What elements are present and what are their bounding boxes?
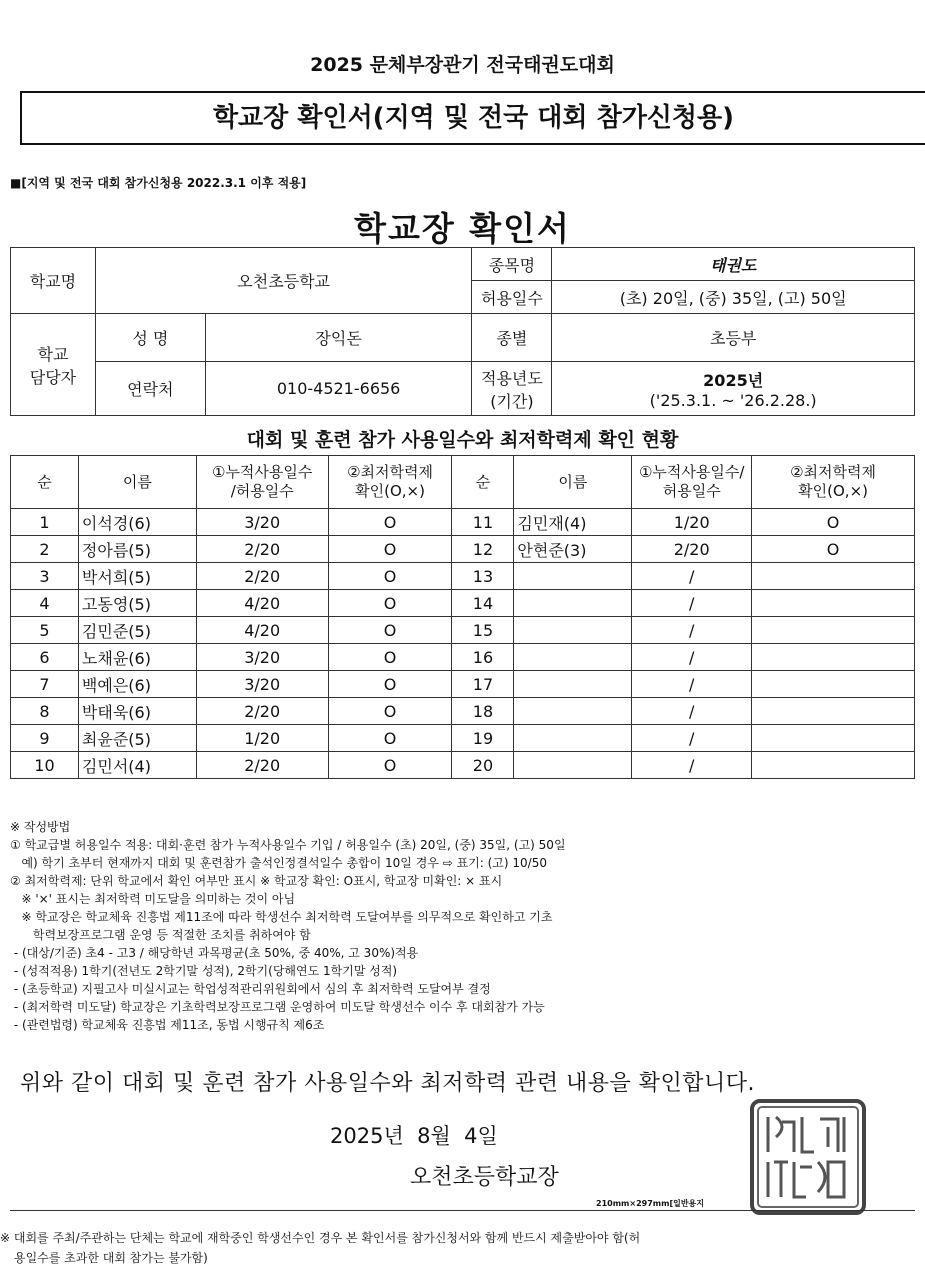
cell-name: [514, 563, 632, 590]
confirm-date: 2025년 8월 4일: [330, 1124, 498, 1148]
cell-days: 3/20: [196, 671, 328, 698]
guide-line: - (초등학교) 지필고사 미실시교는 학업성적관리위원회에서 심의 후 최저학력 도달여부 결정: [10, 982, 491, 996]
school-label: 학교명: [11, 248, 96, 314]
cell-days: 4/20: [196, 617, 328, 644]
event-title: 2025 문체부장관기 전국태권도대회: [310, 54, 615, 76]
guide-line: - (관련법령) 학교체육 진흥법 제11조, 동법 시행규칙 제6조: [10, 1018, 325, 1032]
roster-title: 대회 및 훈련 참가 사용일수와 최저학력제 확인 현황: [246, 429, 679, 451]
sport-value: 태권도: [552, 248, 915, 281]
manager-label-line1: 학교: [37, 344, 69, 364]
header-check-right-line2: 확인(O,×): [798, 482, 868, 500]
guide-line: ※ 학교장은 학교체육 진흥법 제11조에 따라 학생선수 최저학력 도달여부를 의무적으로 확인하고 기초: [10, 910, 553, 924]
cell-check: [752, 752, 915, 779]
table-row: [11, 671, 915, 698]
cell-check: O: [328, 509, 452, 536]
cell-check: [752, 725, 915, 752]
name-label: 성 명: [95, 314, 205, 362]
allow-value: (초) 20일, (중) 35일, (고) 50일: [552, 281, 915, 314]
cell-days: /: [632, 671, 752, 698]
cell-days: /: [632, 725, 752, 752]
guide-line: - (성적적용) 1학기(전년도 2학기말 성적), 2학기(당해연도 1학기말 성적): [10, 964, 398, 978]
cell-check: O: [328, 563, 452, 590]
cell-no: 17: [452, 671, 514, 698]
cell-name: 안현준(3): [514, 536, 632, 563]
header-check-line2: 확인(O,×): [355, 482, 425, 500]
cell-check: O: [328, 617, 452, 644]
cell-name: [514, 725, 632, 752]
cell-check: O: [328, 698, 452, 725]
cell-name: 고동영(5): [78, 590, 196, 617]
table-row: [11, 725, 915, 752]
cell-check: O: [328, 536, 452, 563]
guide-lines: [10, 836, 915, 1034]
year-label-line2: (기간): [490, 391, 534, 411]
cell-days: /: [632, 590, 752, 617]
cell-name: 정아름(5): [78, 536, 196, 563]
cell-no: 11: [452, 509, 514, 536]
cell-days: 4/20: [196, 590, 328, 617]
footer-line-2: 용일수를 초과한 대회 참가는 불가함): [14, 1251, 208, 1265]
name-value: 장익돈: [205, 314, 472, 362]
cell-check: O: [328, 590, 452, 617]
cell-check: O: [328, 644, 452, 671]
cell-name: [514, 590, 632, 617]
guide-line: - (최저학력 미도달) 학교장은 기초학력보장프로그램 운영하여 미도달 학생선수 이수 후 대회참가 가능: [10, 1000, 545, 1014]
table-row: [11, 617, 915, 644]
roster-table: [10, 455, 915, 779]
cell-no: 10: [11, 752, 79, 779]
cell-no: 4: [11, 590, 79, 617]
cell-no: 1: [11, 509, 79, 536]
cell-check: O: [752, 509, 915, 536]
paper-size-note: 210mm×297mm[일반용지: [596, 1199, 705, 1208]
year-label: [472, 362, 552, 416]
header-name: 이름: [78, 456, 196, 509]
cell-check: O: [328, 725, 452, 752]
guide-line: ② 최저학력제: 단위 학교에서 확인 여부만 표시 ※ 학교장 확인: O표시, 학교장 미확인: × 표시: [10, 874, 503, 888]
cell-name: [514, 671, 632, 698]
header-no-right: 순: [452, 456, 514, 509]
school-seal-stamp: [748, 1097, 868, 1217]
cell-days: 1/20: [196, 725, 328, 752]
cell-name: 이석경(6): [78, 509, 196, 536]
header-days: [196, 456, 328, 509]
sport-label: 종목명: [472, 248, 552, 281]
header-check-right: [752, 456, 915, 509]
guide-line: - (대상/기준) 초4 - 고3 / 해당학년 과목평균(초 50%, 중 40%, 고 30%)적용: [10, 946, 419, 960]
table-row: [11, 563, 915, 590]
confirm-statement: 위와 같이 대회 및 훈련 참가 사용일수와 최저학력 관련 내용을 확인합니다.: [20, 1071, 755, 1096]
cell-no: 15: [452, 617, 514, 644]
year-value: 2025년: [703, 370, 764, 390]
table-row: [11, 752, 915, 779]
contact-label: 연락처: [95, 362, 205, 416]
cell-name: 김민재(4): [514, 509, 632, 536]
cell-no: 14: [452, 590, 514, 617]
cell-check: O: [752, 536, 915, 563]
guide-line: 학력보장프로그램 운영 등 적절한 조치를 취하여야 함: [10, 928, 311, 942]
guide-line: ① 학교급별 허용일수 적용: 대회·훈련 참가 누적사용일수 기입 / 허용일수 (초) 20일, (중) 35일, (고) 50일: [10, 838, 566, 852]
division-value: 초등부: [552, 314, 915, 362]
header-days-right: [632, 456, 752, 509]
header-check-line1: ②최저학력제: [347, 463, 433, 481]
cell-days: 2/20: [196, 563, 328, 590]
period-value: ('25.3.1. ~ '26.2.28.): [649, 390, 817, 410]
cell-no: 16: [452, 644, 514, 671]
header-no: 순: [11, 456, 79, 509]
table-row: [11, 536, 915, 563]
principal-name: 오천초등학교장: [410, 1165, 559, 1190]
cell-name: [514, 698, 632, 725]
cell-no: 2: [11, 536, 79, 563]
cell-check: O: [328, 752, 452, 779]
cell-no: 6: [11, 644, 79, 671]
cell-name: 박서희(5): [78, 563, 196, 590]
cell-no: 18: [452, 698, 514, 725]
cell-name: [514, 644, 632, 671]
table-row: [11, 644, 915, 671]
division-label: 종별: [472, 314, 552, 362]
cell-no: 19: [452, 725, 514, 752]
cell-no: 20: [452, 752, 514, 779]
cell-days: 3/20: [196, 644, 328, 671]
cell-no: 5: [11, 617, 79, 644]
cell-name: 백예은(6): [78, 671, 196, 698]
header-days-right-line1: ①누적사용일수/: [638, 463, 745, 481]
manager-label-line2: 담당자: [29, 367, 77, 387]
header-check-right-line1: ②최저학력제: [790, 463, 877, 481]
writing-guide: [10, 818, 915, 1034]
year-value-cell: [552, 362, 915, 416]
footer-line-1: ※ 대회를 주최/주관하는 단체는 학교에 재학중인 학생선수인 경우 본 확인서를 참가신청서와 함께 반드시 제출받아야 함(허: [0, 1231, 641, 1245]
header-days-line1: ①누적사용일수: [212, 463, 313, 481]
cell-no: 9: [11, 725, 79, 752]
cell-name: [514, 617, 632, 644]
cell-days: /: [632, 563, 752, 590]
cell-days: /: [632, 644, 752, 671]
cell-check: [752, 644, 915, 671]
cell-name: [514, 752, 632, 779]
allow-label: 허용일수: [472, 281, 552, 314]
table-row: [11, 509, 915, 536]
guide-line: 예) 학기 초부터 현재까지 대회 및 훈련참가 출석인정결석일수 총합이 10일 경우 ⇨ 표기: (고) 10/50: [10, 856, 547, 870]
header-name-right: 이름: [514, 456, 632, 509]
school-info-table: [10, 247, 915, 416]
cell-no: 12: [452, 536, 514, 563]
year-label-line1: 적용년도: [480, 368, 543, 388]
cell-check: [752, 698, 915, 725]
header-check: [328, 456, 452, 509]
cell-days: 2/20: [196, 752, 328, 779]
cell-name: 박태욱(6): [78, 698, 196, 725]
cell-no: 8: [11, 698, 79, 725]
cell-name: 최윤준(5): [78, 725, 196, 752]
guide-heading: ※ 작성방법: [10, 820, 71, 834]
cell-days: /: [632, 698, 752, 725]
document-title: 학교장 확인서(지역 및 전국 대회 참가신청용): [20, 91, 925, 145]
guide-line: ※ '×' 표시는 최저학력 미도달을 의미하는 것이 아님: [10, 892, 296, 906]
table-row: [11, 698, 915, 725]
cell-days: 3/20: [196, 509, 328, 536]
cell-name: 노채윤(6): [78, 644, 196, 671]
form-title: 학교장 확인서: [354, 209, 571, 248]
cell-days: /: [632, 617, 752, 644]
cell-no: 3: [11, 563, 79, 590]
header-days-right-line2: 허용일수: [662, 482, 721, 500]
table-row: [11, 590, 915, 617]
cell-no: 13: [452, 563, 514, 590]
cell-days: 1/20: [632, 509, 752, 536]
cell-name: 김민준(5): [78, 617, 196, 644]
cell-check: O: [328, 671, 452, 698]
cell-check: [752, 671, 915, 698]
apply-note: ■[지역 및 전국 대회 참가신청용 2022.3.1 이후 적용]: [10, 176, 307, 190]
cell-days: 2/20: [196, 536, 328, 563]
header-days-line2: /허용일수: [230, 482, 294, 500]
footer-note: [0, 1228, 925, 1268]
cell-days: 2/20: [632, 536, 752, 563]
cell-no: 7: [11, 671, 79, 698]
divider: [10, 1210, 915, 1211]
cell-name: 김민서(4): [78, 752, 196, 779]
cell-days: 2/20: [196, 698, 328, 725]
cell-check: [752, 563, 915, 590]
contact-value: 010-4521-6656: [205, 362, 472, 416]
cell-check: [752, 617, 915, 644]
cell-check: [752, 590, 915, 617]
cell-days: /: [632, 752, 752, 779]
school-name: 오천초등학교: [95, 248, 472, 314]
manager-label: [11, 314, 96, 416]
